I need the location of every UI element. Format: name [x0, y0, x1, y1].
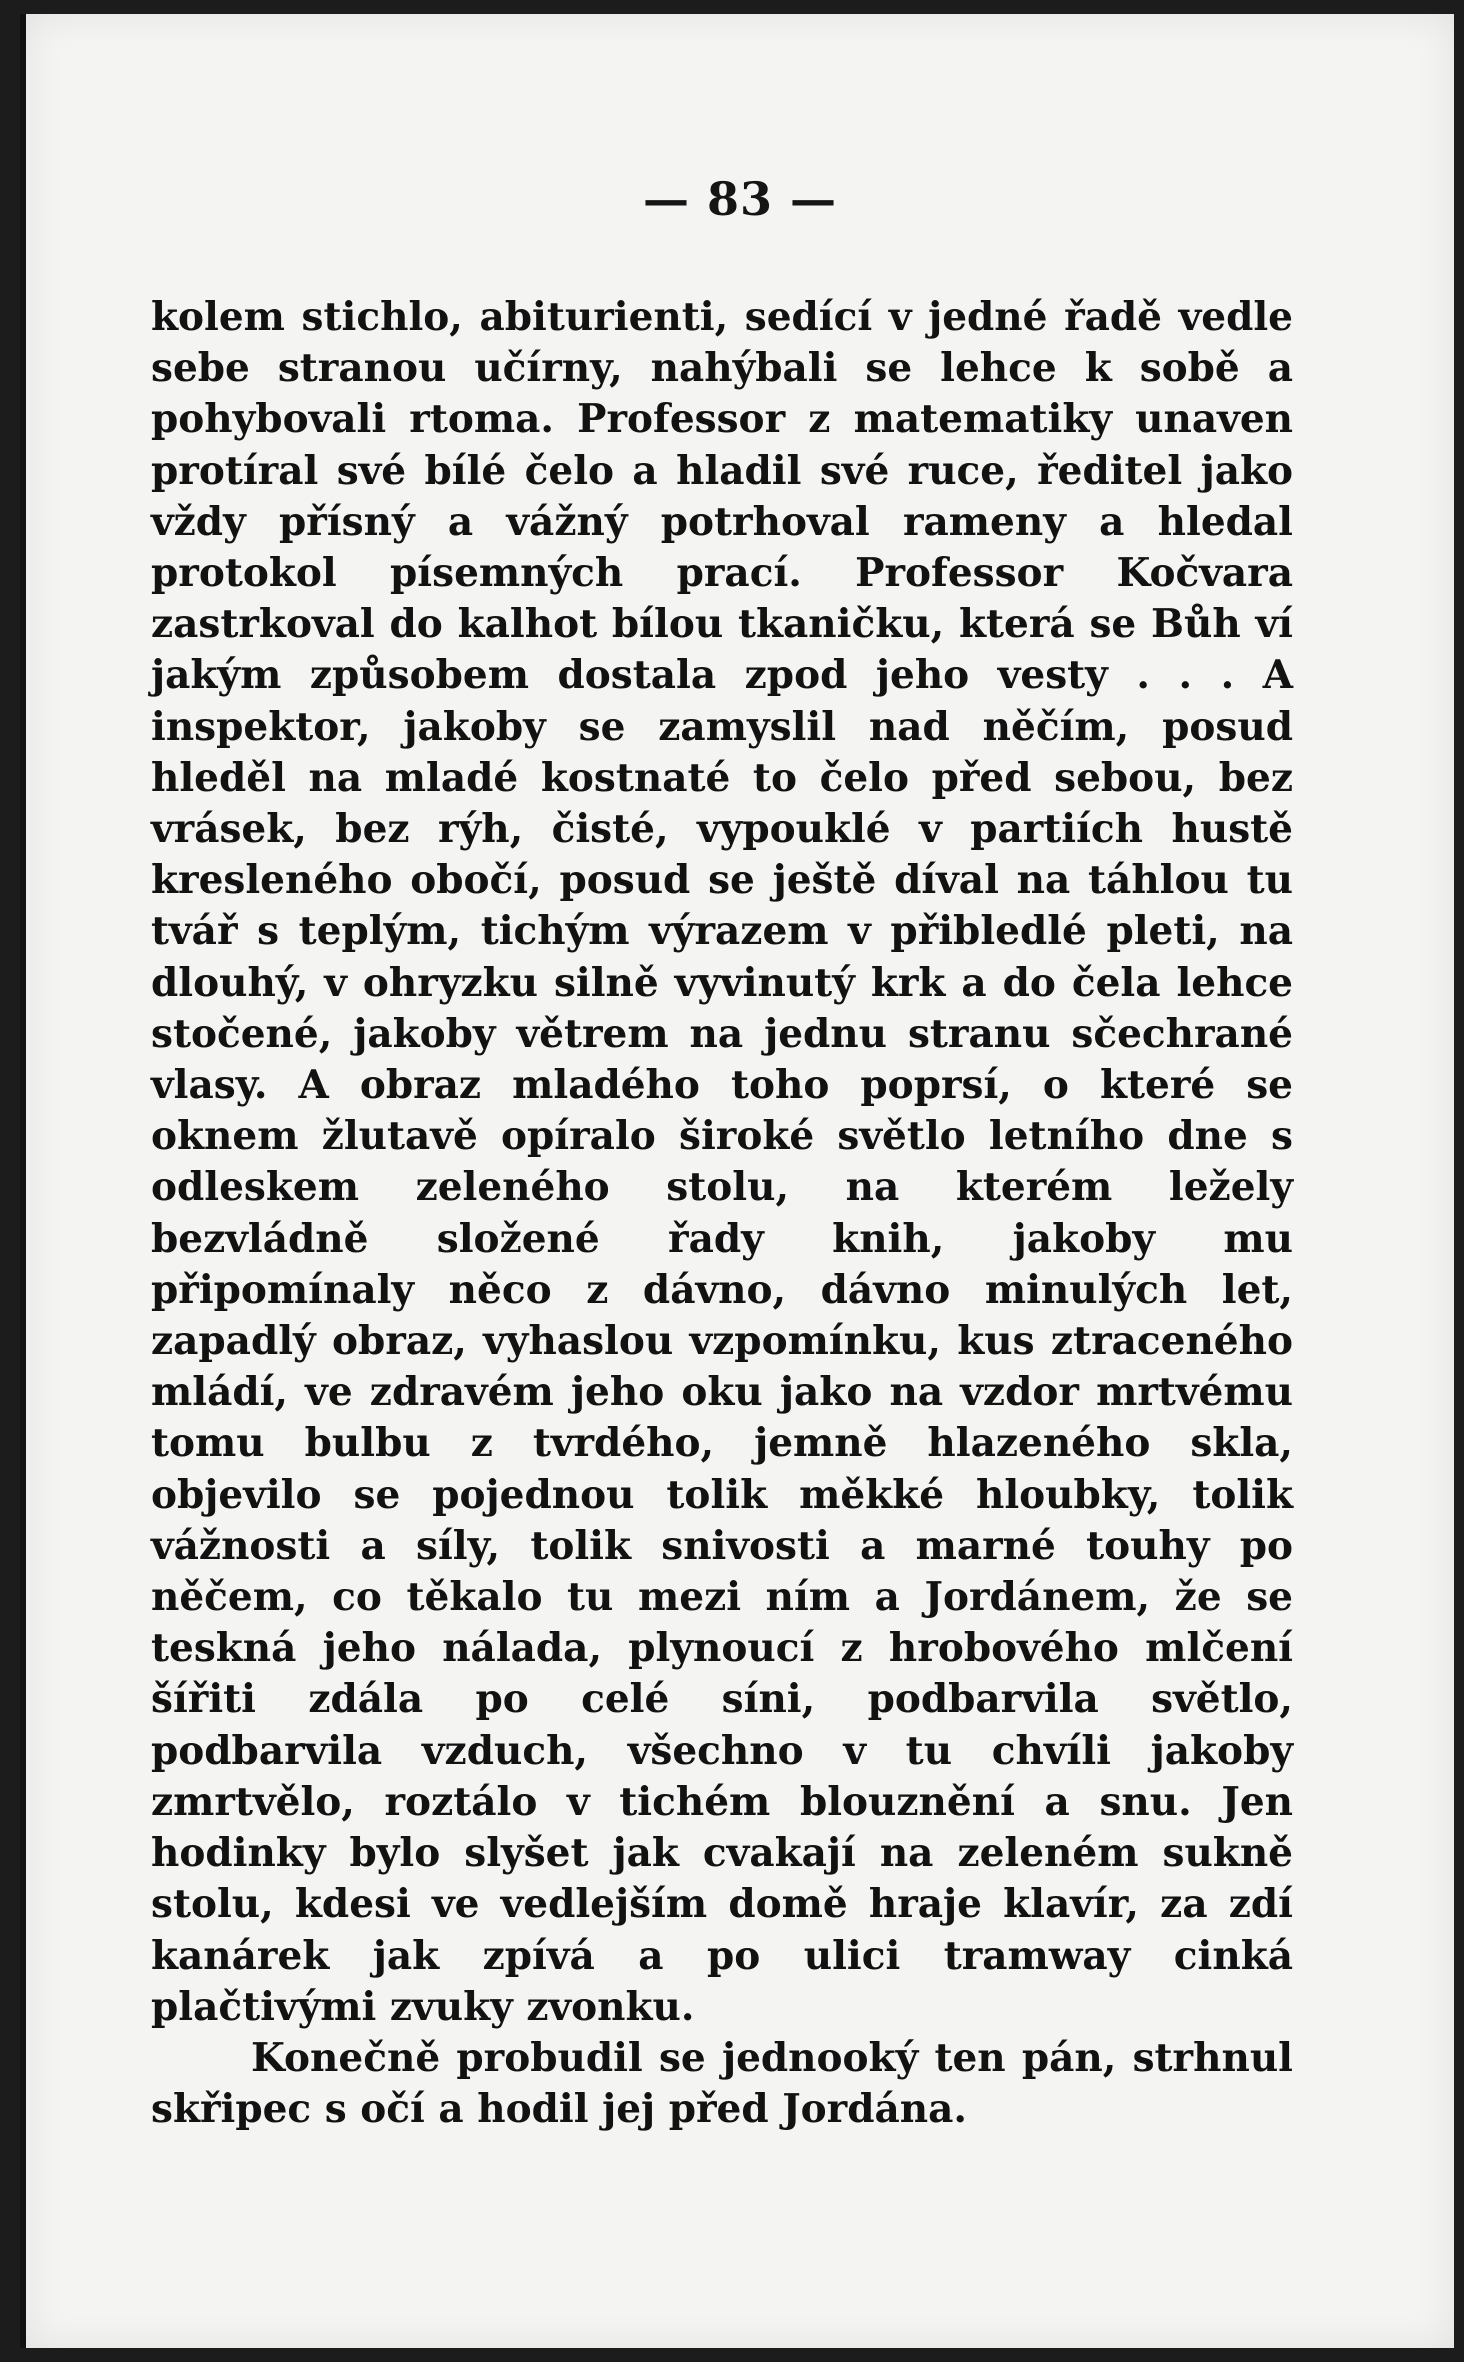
paragraph-1: kolem stichlo, abiturienti, sedící v jedné řadě vedle sebe stranou učírny, nahýbali se lehce k sobě a pohybovali rtoma. Professor z matematiky unaven protíral své bílé čelo a hladil své ruce, ředitel jako vždy přísný a vážný potrhoval rameny a hledal protokol písemných prací. Professor Kočvara zastrkoval do kalhot bílou tkaničku, která se Bůh ví jakým způsobem dostala zpod jeho vesty . . . A inspektor, jakoby se zamyslil nad něčím, posud hleděl na mladé kostnaté to čelo před sebou, bez vrásek, bez rýh, čisté, vypouklé v partiích hustě kresleného obočí, posud se ještě díval na táhlou tu tvář s teplým, tichým výrazem v přibledlé pleti, na dlouhý, v ohryzku silně vyvinutý krk a do čela lehce stočené, jakoby větrem na jednu stranu sčechrané vlasy. A obraz mladého toho poprsí, o které se oknem žlutavě opíralo široké světlo letního dne s odleskem zeleného stolu, na kterém ležely bezvládně složené řady knih, jakoby mu připomínaly něco z dávno, dávno minulých let, zapadlý obraz, vyhaslou vzpomínku, kus ztraceného mládí, ve zdravém jeho oku jako na vzdor mrtvému tomu bulbu z tvrdého, jemně hlazeného skla, objevilo se pojednou tolik měkké hloubky, tolik vážnosti a síly, tolik snivosti a marné touhy po něčem, co těkalo tu mezi ním a Jordánem, že se teskná jeho nálada, plynoucí z hrobového mlčení šířiti zdála po celé síni, podbarvila světlo, podbarvila vzduch, všechno v tu chvíli jakoby zmrtvělo, roztálo v tichém blouznění a snu. Jen hodinky bylo slyšet jak cvakají na zeleném sukně stolu, kdesi ve vedlejším domě hraje klavír, za zdí kanárek jak zpívá a po ulici tramway cinká plačtivými zvuky zvonku.: [151, 294, 1293, 2030]
page-number: — 83 —: [642, 172, 838, 226]
book-page: [20, 14, 1454, 2348]
paragraph-2: Konečně probudil se jednooký ten pán, strhnul skřipec s očí a hodil jej před Jordána.: [151, 2034, 1293, 2133]
body-text: [151, 292, 1293, 2135]
